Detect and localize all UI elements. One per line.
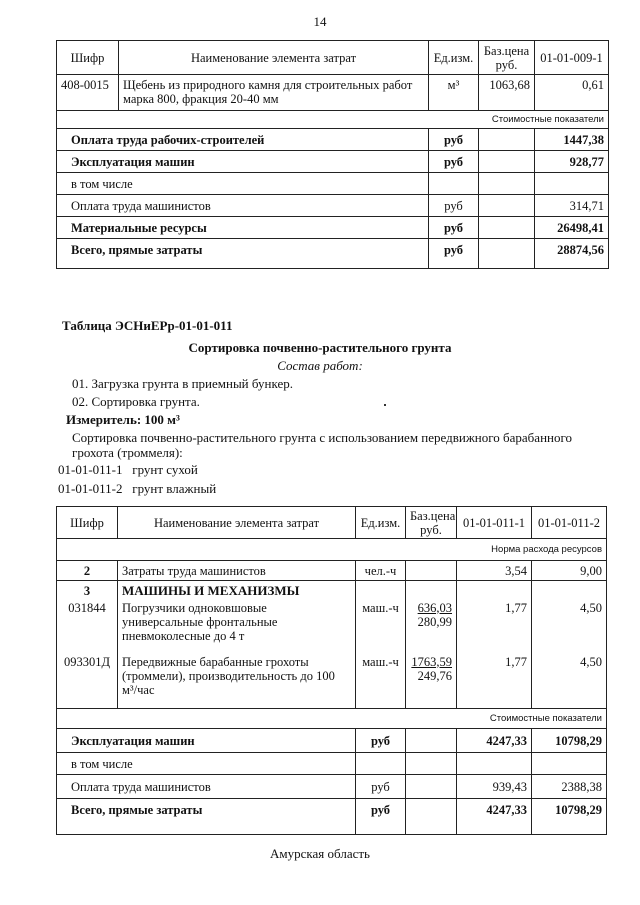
- cost-name: Оплата труда машинистов: [57, 775, 356, 799]
- header-code: Шифр: [57, 41, 119, 75]
- labor-v2: 9,00: [532, 561, 607, 581]
- row-price: 1063,68: [479, 75, 535, 111]
- cost-v1: 939,43: [457, 775, 532, 799]
- cost-unit: руб: [429, 151, 479, 173]
- stray-mark: [384, 404, 386, 406]
- page-number: 14: [313, 14, 327, 29]
- section-heading: Сортировка почвенно-растительного грунта: [188, 340, 452, 355]
- machine-name: Передвижные барабанные грохоты (троммели), производительность до 100 м³/час: [118, 655, 356, 709]
- work-title: Состав работ:: [277, 358, 363, 373]
- header-unit: Ед.изм.: [356, 507, 406, 539]
- machine-name: Погрузчики одноковшовые универсальные фронтальные пневмоколесные до 4 т: [118, 601, 356, 655]
- machine-price-bottom: 249,76: [417, 668, 452, 683]
- variant: 01-01-011-1 грунт сухой: [58, 462, 198, 477]
- cost-v1: 4247,33: [457, 729, 532, 753]
- machine-price-top: 636,03: [417, 600, 452, 615]
- cost-name: Материальные ресурсы: [57, 217, 429, 239]
- cost-value: 314,71: [535, 195, 609, 217]
- cost-unit: руб: [429, 129, 479, 151]
- cost-unit: руб: [429, 217, 479, 239]
- machine-v1: 1,77: [457, 655, 532, 709]
- machine-v1: 1,77: [457, 601, 532, 655]
- cost-name: в том числе: [57, 753, 356, 775]
- cost-value: 28874,56: [535, 239, 609, 269]
- table-title: Таблица ЭСНиЕРр-01-01-011: [62, 318, 233, 333]
- cost-value: 1447,38: [535, 129, 609, 151]
- header-value: 01-01-009-1: [535, 41, 609, 75]
- machines-title: МАШИНЫ И МЕХАНИЗМЫ: [118, 581, 356, 601]
- header-value-2: 01-01-011-2: [532, 507, 607, 539]
- cost-value: 928,77: [535, 151, 609, 173]
- header-code: Шифр: [57, 507, 118, 539]
- machine-code: 093301Д: [57, 655, 118, 709]
- machine-price-top: 1763,59: [411, 654, 452, 669]
- cost-unit: [356, 753, 406, 775]
- header-price: Баз.цена руб.: [406, 507, 457, 539]
- work-item: 02. Сортировка грунта.: [72, 394, 200, 409]
- cost-table-2: [56, 506, 607, 835]
- cost-unit: руб: [429, 195, 479, 217]
- variant: 01-01-011-2 грунт влажный: [58, 481, 217, 496]
- machine-unit: маш.-ч: [356, 601, 406, 655]
- header-price: Баз.цена руб.: [479, 41, 535, 75]
- cost-name: Оплата труда рабочих-строителей: [57, 129, 429, 151]
- section-label: Стоимостные показатели: [57, 709, 607, 729]
- cost-v2: 10798,29: [532, 729, 607, 753]
- labor-name: Затраты труда машинистов: [118, 561, 356, 581]
- cost-v1: 4247,33: [457, 799, 532, 835]
- footer-region: Амурская область: [270, 846, 370, 861]
- labor-v1: 3,54: [457, 561, 532, 581]
- machines-code: 3: [57, 581, 118, 601]
- cost-unit: руб: [429, 239, 479, 269]
- norm-label: Норма расхода ресурсов: [57, 539, 607, 561]
- work-item: 01. Загрузка грунта в приемный бункер.: [72, 376, 293, 391]
- header-unit: Ед.изм.: [429, 41, 479, 75]
- cost-value: [535, 173, 609, 195]
- cost-unit: руб: [356, 775, 406, 799]
- row-unit: м³: [429, 75, 479, 111]
- cost-unit: руб: [356, 729, 406, 753]
- cost-unit: руб: [356, 799, 406, 835]
- labor-unit: чел.-ч: [356, 561, 406, 581]
- cost-name: Эксплуатация машин: [57, 151, 429, 173]
- cost-v1: [457, 753, 532, 775]
- row-code: 408-0015: [57, 75, 119, 111]
- cost-table-1: [56, 40, 609, 269]
- header-name: Наименование элемента затрат: [118, 507, 356, 539]
- header-name: Наименование элемента затрат: [119, 41, 429, 75]
- machine-code: 031844: [57, 601, 118, 655]
- cost-name: Оплата труда машинистов: [57, 195, 429, 217]
- machine-unit: маш.-ч: [356, 655, 406, 709]
- cost-name: в том числе: [57, 173, 429, 195]
- cost-v2: 2388,38: [532, 775, 607, 799]
- section-label: Стоимостные показатели: [57, 111, 609, 129]
- machine-v2: 4,50: [532, 655, 607, 709]
- cost-value: 26498,41: [535, 217, 609, 239]
- row-value: 0,61: [535, 75, 609, 111]
- cost-name: Всего, прямые затраты: [57, 239, 429, 269]
- cost-v2: 10798,29: [532, 799, 607, 835]
- cost-v2: [532, 753, 607, 775]
- meter: Измеритель: 100 м³: [66, 412, 180, 427]
- row-name: Щебень из природного камня для строительных работ марка 800, фракция 20-40 мм: [119, 75, 429, 111]
- cost-unit: [429, 173, 479, 195]
- header-value-1: 01-01-011-1: [457, 507, 532, 539]
- cost-name: Эксплуатация машин: [57, 729, 356, 753]
- description-line: Сортировка почвенно-растительного грунта с использованием передвижного барабанного: [72, 430, 572, 445]
- description-line: грохота (троммеля):: [72, 445, 183, 460]
- machine-v2: 4,50: [532, 601, 607, 655]
- cost-name: Всего, прямые затраты: [57, 799, 356, 835]
- labor-code: 2: [57, 561, 118, 581]
- machine-price-bottom: 280,99: [417, 614, 452, 629]
